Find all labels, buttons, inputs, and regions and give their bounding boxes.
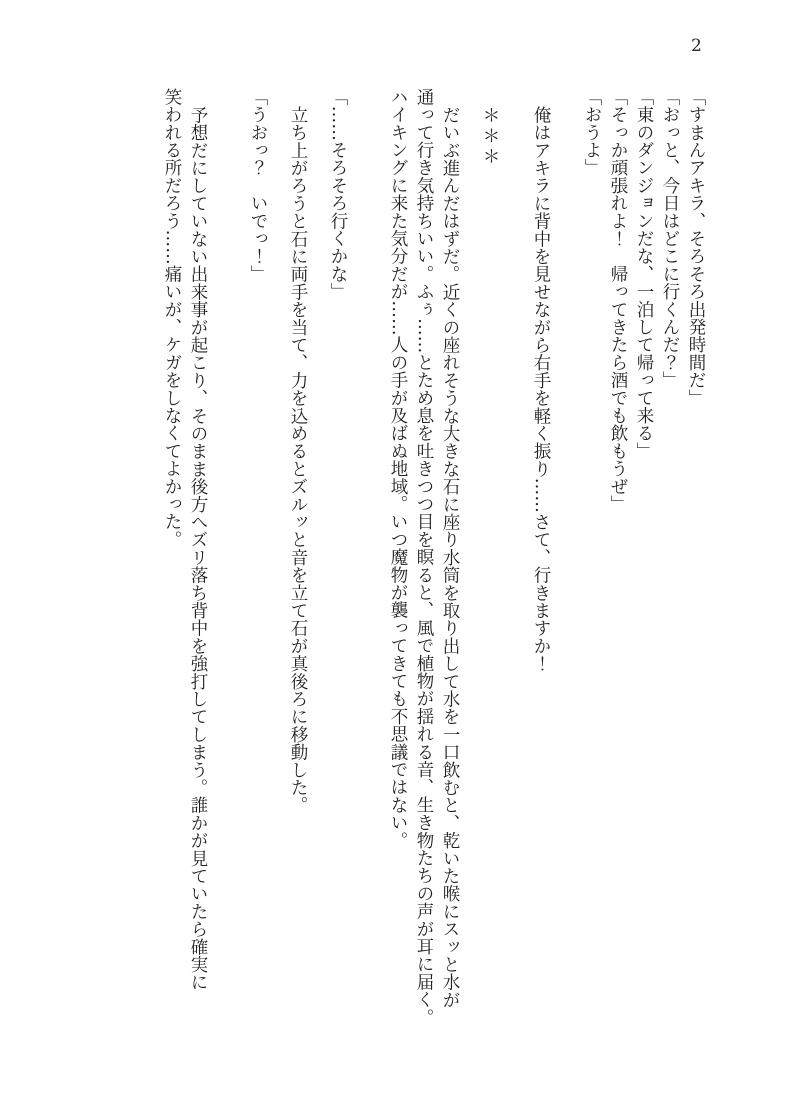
dialogue-line: 「すまんアキラ、そろそろ出発時間だ」 [686, 88, 706, 407]
dialogue-line: 「東のダンジョンだな、一泊して帰って来る」 [634, 88, 654, 460]
dialogue-line: 「うおっ？ いでっ！」 [248, 88, 268, 283]
dialogue-line: 「おっと、今日はどこに行くんだ？」 [660, 88, 680, 389]
narration-line: だいぶ進んだはずだ。近くの座れそうな大きな石に座り水筒を取り出して水を一口飲むと、乾いた喉にスッと水が [440, 105, 460, 1009]
narration-line: 通って行き気持ちいい。ふぅ……とため息を吐きつつ目を瞑ると、風で植物が揺れる音、生き物たちの声が耳に届く。 [414, 88, 434, 1027]
page-number: 2 [691, 36, 702, 56]
dialogue-line: 「おうよ」 [582, 88, 602, 177]
narration-line: 俺はアキラに背中を見せながら右手を軽く振り……さて、行きますか！ [531, 105, 551, 672]
vertical-text-area [129, 88, 709, 1027]
narration-line: 笑われる所だろう……痛いが、ケガをしなくてよかった。 [162, 88, 182, 549]
dialogue-line: 「そっか頑張れよ！ 帰ってきたら酒でも飲もうぜ」 [608, 88, 628, 513]
narration-line: 予想だにしていない出来事が起こり、そのまま後方へズリ落ち背中を強打してしまう。誰かが見ていたら確実に [188, 105, 208, 991]
narration-line: ハイキングに来た気分だが……人の手が及ばぬ地域。いつ魔物が襲ってきても不思議ではない。 [388, 88, 408, 850]
narration-line: 立ち上がろうと石に両手を当て、力を込めるとズルッと音を立て石が真後ろに移動した。 [288, 105, 308, 814]
section-separator: ＊＊＊ [480, 105, 500, 167]
dialogue-line: 「……そろそろ行くかな」 [328, 88, 348, 301]
